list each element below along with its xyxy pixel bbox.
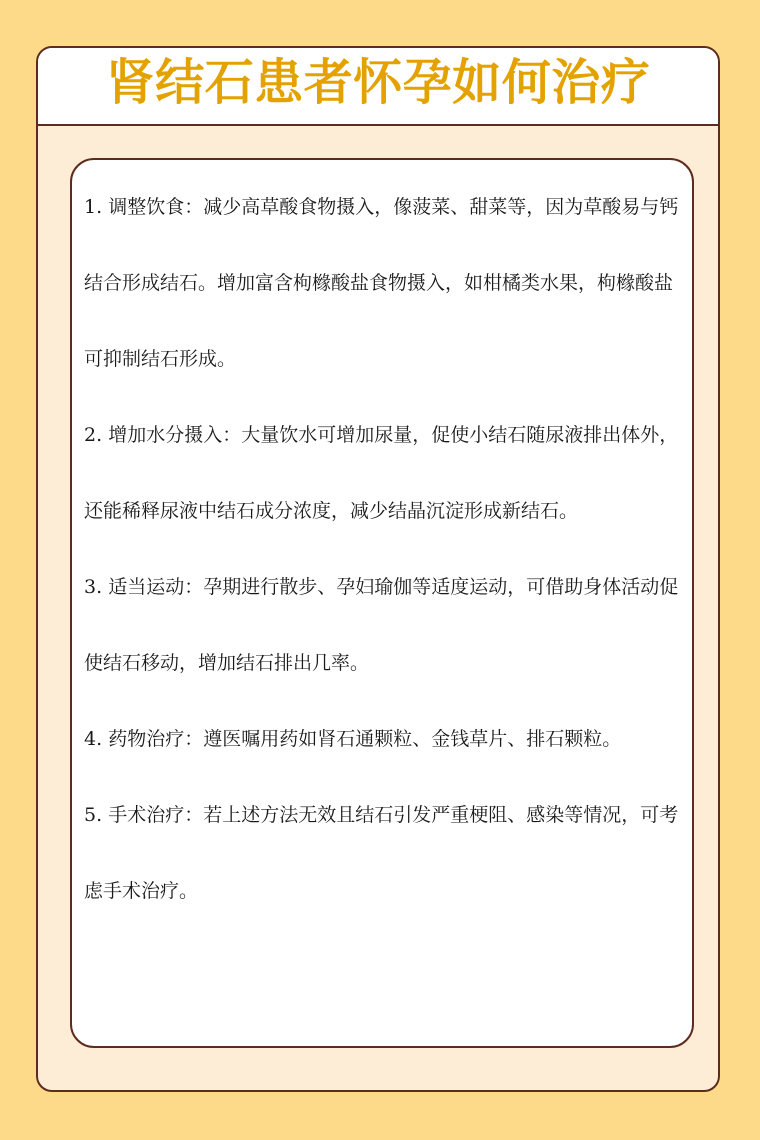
- title-bar: [38, 48, 718, 126]
- item-number: 3.: [84, 576, 103, 598]
- item-text: 药物治疗：遵医嘱用药如肾石通颗粒、金钱草片、排石颗粒。: [108, 728, 622, 750]
- list-item: [84, 169, 684, 397]
- page-title: 肾结石患者怀孕如何治疗: [105, 53, 651, 111]
- item-text: 手术治疗：若上述方法无效且结石引发严重梗阻、感染等情况，可考虑手术治疗。: [84, 804, 679, 902]
- item-text: 调整饮食：减少高草酸食物摄入，像菠菜、甜菜等，因为草酸易与钙结合形成结石。增加富含枸橼酸盐食物摄入，如柑橘类水果，枸橼酸盐可抑制结石形成。: [84, 196, 679, 370]
- item-number: 5.: [84, 804, 103, 826]
- item-number: 1.: [84, 196, 103, 218]
- article-card: [36, 46, 720, 1092]
- item-number: 2.: [84, 424, 103, 446]
- list-item: [84, 777, 684, 929]
- item-text: 适当运动：孕期进行散步、孕妇瑜伽等适度运动，可借助身体活动促使结石移动，增加结石排出几率。: [84, 576, 679, 674]
- item-number: 4.: [84, 728, 103, 750]
- list-item: [84, 701, 684, 777]
- item-text: 增加水分摄入：大量饮水可增加尿量，促使小结石随尿液排出体外，还能稀释尿液中结石成分浓度，减少结晶沉淀形成新结石。: [84, 424, 679, 522]
- content-panel: [70, 158, 694, 1048]
- treatment-list: [84, 169, 684, 929]
- list-item: [84, 397, 684, 549]
- list-item: [84, 549, 684, 701]
